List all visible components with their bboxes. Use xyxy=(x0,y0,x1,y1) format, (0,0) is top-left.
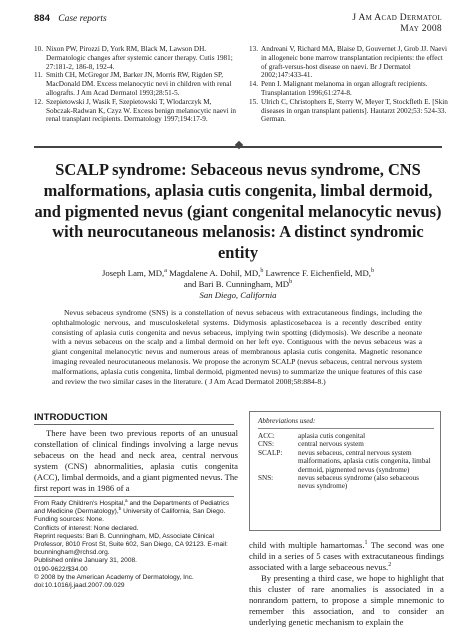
article-code: 0190-9622/$34.00 xyxy=(34,565,88,573)
reference-item: 15. Ulrich C, Christophers E, Sterry W, Meyer T, Stockfleth E. [Skin diseases in organ transplant patients]. Hautarzt 2002;53: 524-33. German. xyxy=(249,97,448,124)
body-text-right xyxy=(249,540,444,628)
footnote-rule xyxy=(34,496,234,497)
reference-item: 10. Nixon PW, Pirozzi D, York RM, Black M, Lawson DH. Dermatologic changes after systemic cancer therapy. Cutis 1981; 27:181-2, 186-8, 192-4. xyxy=(34,45,233,71)
abbreviations-rule xyxy=(258,428,434,429)
abbreviations-list xyxy=(258,432,434,491)
heading-rule xyxy=(34,424,234,425)
abbreviation-row: ACC: aplasia cutis congenital xyxy=(258,432,366,440)
reference-item: 12. Szepietowski J, Wasik F, Szepietowski T, Wlodarczyk M, Sobczak-Radwan K, Czyz W. Excess benign melanocytic naevi in renal transplant recipients. Dermatology 1997;194:17-9. xyxy=(34,97,237,124)
abbreviations-box xyxy=(249,411,441,531)
references-left-column xyxy=(34,45,238,124)
reference-item: 14. Penn I. Malignant melanoma in organ allograft recipients. Transplantation 1996;61:274-8. xyxy=(249,80,428,97)
intro-heading: INTRODUCTION xyxy=(34,412,108,423)
reprint-requests: Reprint requests: Bari B. Cunningham, MD, Associate Clinical Professor, 8010 Frost St, Suite 602, San Diego, CA 92123. E-mail: bcunningham@rchsd.org. xyxy=(34,532,228,557)
page-number: 884 xyxy=(34,13,50,24)
abbreviation-row: SNS: nevus sebaceus syndrome (also sebaceous nevus syndrome) xyxy=(258,474,419,491)
running-header-right xyxy=(352,13,442,35)
doi: doi:10.1016/j.jaad.2007.09.029 xyxy=(34,582,125,590)
intro-text: There have been two previous reports of an unusual constellation of clinical findings involving a large nevus sebaceus on the head and neck area, central nervous system (CNS) abnormalities, aplasia cutis congenita (ACC), limbal dermoids, and a giant pigmented nevus. The first report was in 1986 of a xyxy=(34,428,238,493)
reference-item: 13. Andreani V, Richard MA, Blaise D, Gouvernet J, Grob JJ. Naevi in allogeneic bone marrow transplantation recipients: the effect of graft-versus-host disease on naevi. Br J Dermatol 2002;147:433-41. xyxy=(249,45,447,80)
copyright: © 2008 by the American Academy of Dermatology, Inc. xyxy=(34,573,194,581)
published-date: Published online January 31, 2008. xyxy=(34,557,138,565)
references-right-column xyxy=(249,45,449,124)
author-name: and Bari B. Cunningham, MD xyxy=(183,279,290,290)
body-paragraph: child with multiple hamartomas.$^1$ The second was one child in a series of 5 cases with extracutaneous findings associated with a large sebaceous nevus.$^2$ xyxy=(249,540,445,572)
footnote: From Rady Children's Hospital,$^a$ and the Departments of Pediatrics and Medicine (Dermatology),$^b$ University of California, San Diego. Funding sources: None. Conflicts of interest: None declared. Reprint requests: Bari B. Cunningham, MD, Associate Clinical Professor, 8010 Frost St, Suite 602, San Diego, CA 92123. E-mail: bcunningham@rchsd.org. Published online January 31, 2008. 0190-9622/$34.00 © 2008 by the American Academy of Dermatology, Inc. doi:10.1016/j.jaad.2007.09.029 xyxy=(34,500,238,590)
author-name: Lawrence F. Eichenfield, MD, xyxy=(263,268,371,278)
section-name: Case reports xyxy=(58,14,107,24)
abbreviation-row: SCALP: nevus sebaceus, central nervous system malformations, aplasia cutis congenita, limbal dermoid, pigmented nevus (syndrome) xyxy=(258,448,431,474)
body-paragraph: By presenting a third case, we hope to highlight that this cluster of rare anomalies is associated in a nonrandom pattern, to propose a simple mnemonic to remember this association, and to consider an underlying genetic mechanism to explain the xyxy=(249,573,444,627)
conflicts-note: Conflicts of interest: None declared. xyxy=(34,524,139,532)
author-location: San Diego, California xyxy=(199,290,277,301)
running-header-left xyxy=(34,13,107,24)
issue-date: May 2008 xyxy=(400,24,442,34)
abbreviation-row: CNS: central nervous system xyxy=(258,440,364,449)
author-name: Joseph Lam, MD, xyxy=(101,268,165,278)
journal-name: J Am Acad Dermatol xyxy=(352,13,442,23)
article-title: SCALP syndrome: Sebaceous nevus syndrome, CNS malformations, aplasia cutis congenita, limbal dermoid, and pigmented nevus (giant congenital melanocytic nevus) with neurocutaneous melanosis: A distinct syndromic entity xyxy=(34,160,442,263)
author-name: Magdalene A. Dohil, MD, xyxy=(166,268,261,278)
author-list: Joseph Lam, MD,$^a$ Magdalene A. Dohil, MD,$^b$ Lawrence F. Eichenfield, MD,$^b$ and Bari B. Cunningham, $MD^b$ San Diego, California xyxy=(34,268,442,302)
funding-note: Funding sources: None. xyxy=(34,516,105,524)
reference-item: 11. Smith CH, McGregor JM, Barker JN, Morris RW, Rigden SP, MacDonald DM. Excess melanocytic nevi in children with renal allografts. J Am Acad Dermatol 1993;28:51-5. xyxy=(34,71,232,97)
abstract: Nevus sebaceus syndrome (SNS) is a constellation of nevus sebaceus with extracutaneous findings, including the ophthalmologic nervous, and musculoskeletal systems. Didymosis aplasticosebacea is a recently described entity consisting of aplasia cutis congenita and nevus sebaceus, implying twin spotting (didymosis). We describe a neonate with a nevus sebaceus on the scalp and a limbal dermoid on her left eye. Contiguous with the nevus sebaceus was a giant congenital melanocytic nevus and numerous areas of membranous aplasia cutis congenita. Magnetic resonance imaging revealed neurocutaneous melanosis. We propose the acronym SCALP (nevus sebaceus, central nervous system malformations, aplasia cutis congenita, limbal dermoid, pigmented nevus) to summarize the unique features of this case and review the two similar cases in the literature. ( J Am Acad Dermatol 2008;58:884-8.) xyxy=(52,308,422,386)
abbreviations-title: Abbreviations used: xyxy=(258,417,316,425)
